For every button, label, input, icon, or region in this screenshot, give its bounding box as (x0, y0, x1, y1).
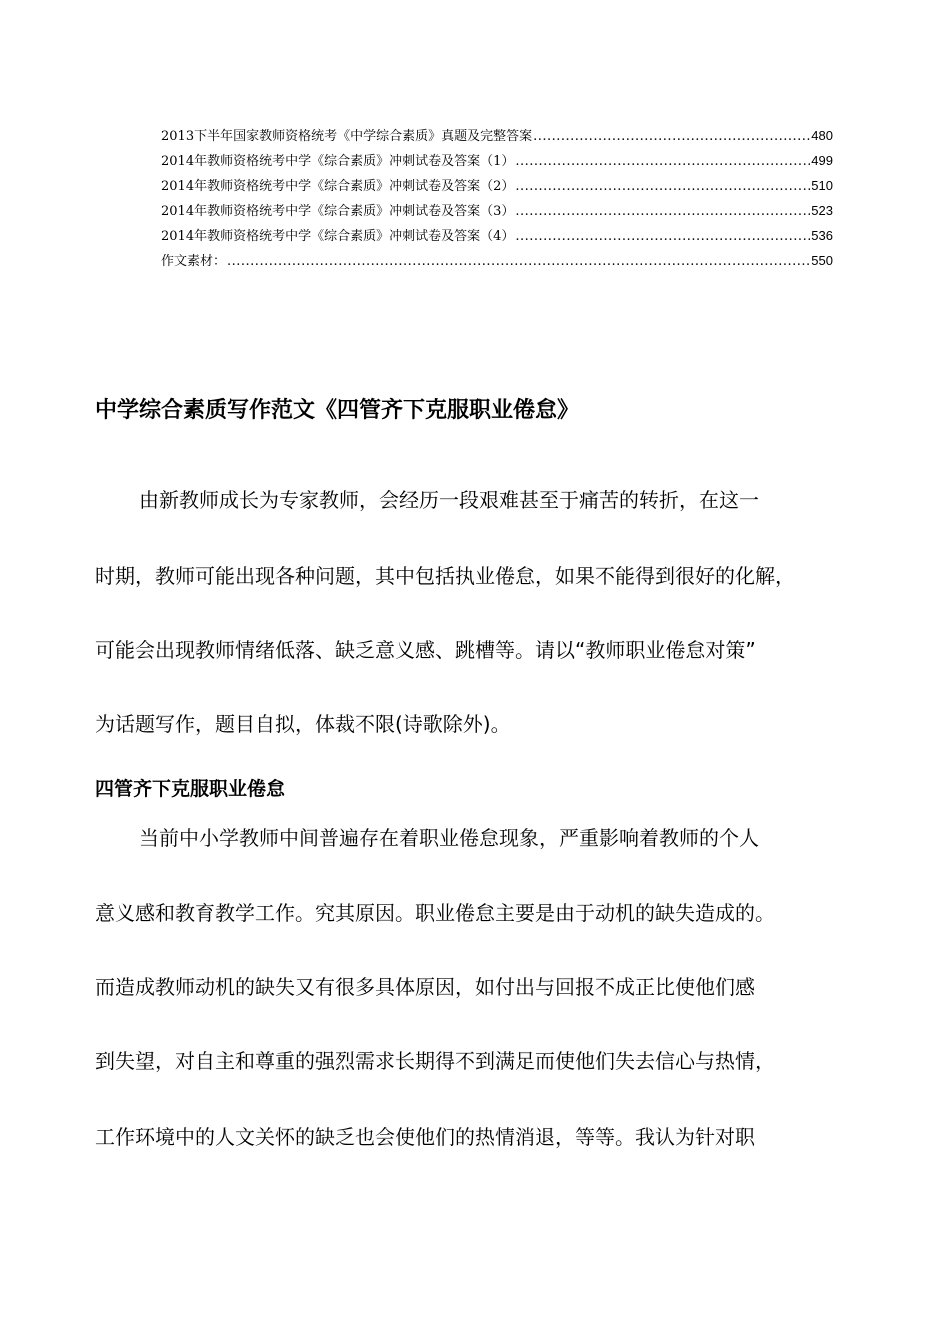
essay-title: 四管齐下克服职业倦怠 (95, 778, 286, 800)
prompt-line: 为话题写作，题目自拟，体裁不限(诗歌除外)。 (95, 712, 511, 736)
toc-entry-page: 536 (811, 228, 833, 243)
toc-dot-leader (515, 202, 810, 222)
essay-line: 当前中小学教师中间普遍存在着职业倦怠现象，严重影响着教师的个人 (139, 826, 759, 850)
prompt-line: 时期，教师可能出现各种问题，其中包括执业倦怠，如果不能得到很好的化解， (95, 564, 795, 588)
toc-entry[interactable] (161, 176, 833, 201)
table-of-contents (161, 126, 833, 276)
toc-entry-title: 2014年教师资格统考中学《综合素质》冲刺试卷及答案（3） (161, 204, 515, 219)
toc-entry-page: 510 (811, 178, 833, 193)
essay-line: 意义感和教育教学工作。究其原因。职业倦怠主要是由于动机的缺失造成的。 (95, 901, 775, 925)
essay-line: 工作环境中的人文关怀的缺乏也会使他们的热情消退，等等。我认为针对职 (95, 1125, 755, 1149)
toc-entry-page: 499 (811, 153, 833, 168)
toc-entry-page: 480 (811, 128, 833, 143)
toc-entry-title: 2013下半年国家教师资格统考《中学综合素质》真题及完整答案 (161, 129, 533, 144)
toc-dot-leader (515, 152, 810, 172)
page-title: 中学综合素质写作范文《四管齐下克服职业倦怠》 (95, 398, 580, 423)
toc-entry-title: 2014年教师资格统考中学《综合素质》冲刺试卷及答案（1） (161, 154, 515, 169)
toc-entry-page: 550 (811, 253, 833, 268)
toc-dot-leader (533, 127, 810, 147)
toc-entry-page: 523 (811, 203, 833, 218)
prompt-line: 可能会出现教师情绪低落、缺乏意义感、跳槽等。请以“教师职业倦怠对策” (95, 638, 756, 662)
prompt-line: 由新教师成长为专家教师，会经历一段艰难甚至于痛苦的转折，在这一 (139, 488, 759, 512)
toc-dot-leader (515, 177, 810, 197)
toc-dot-leader (227, 252, 810, 272)
toc-entry[interactable] (161, 151, 833, 176)
toc-entry-title: 2014年教师资格统考中学《综合素质》冲刺试卷及答案（4） (161, 229, 515, 244)
essay-line: 而造成教师动机的缺失又有很多具体原因，如付出与回报不成正比使他们感 (95, 975, 755, 999)
essay-line: 到失望，对自主和尊重的强烈需求长期得不到满足而使他们失去信心与热情， (95, 1049, 775, 1073)
toc-entry[interactable] (161, 201, 833, 226)
toc-entry[interactable] (161, 126, 833, 151)
toc-dot-leader (515, 227, 810, 247)
toc-entry[interactable] (161, 251, 833, 276)
toc-entry-title: 作文素材： (161, 254, 227, 269)
toc-entry-title: 2014年教师资格统考中学《综合素质》冲刺试卷及答案（2） (161, 179, 515, 194)
toc-entry[interactable] (161, 226, 833, 251)
